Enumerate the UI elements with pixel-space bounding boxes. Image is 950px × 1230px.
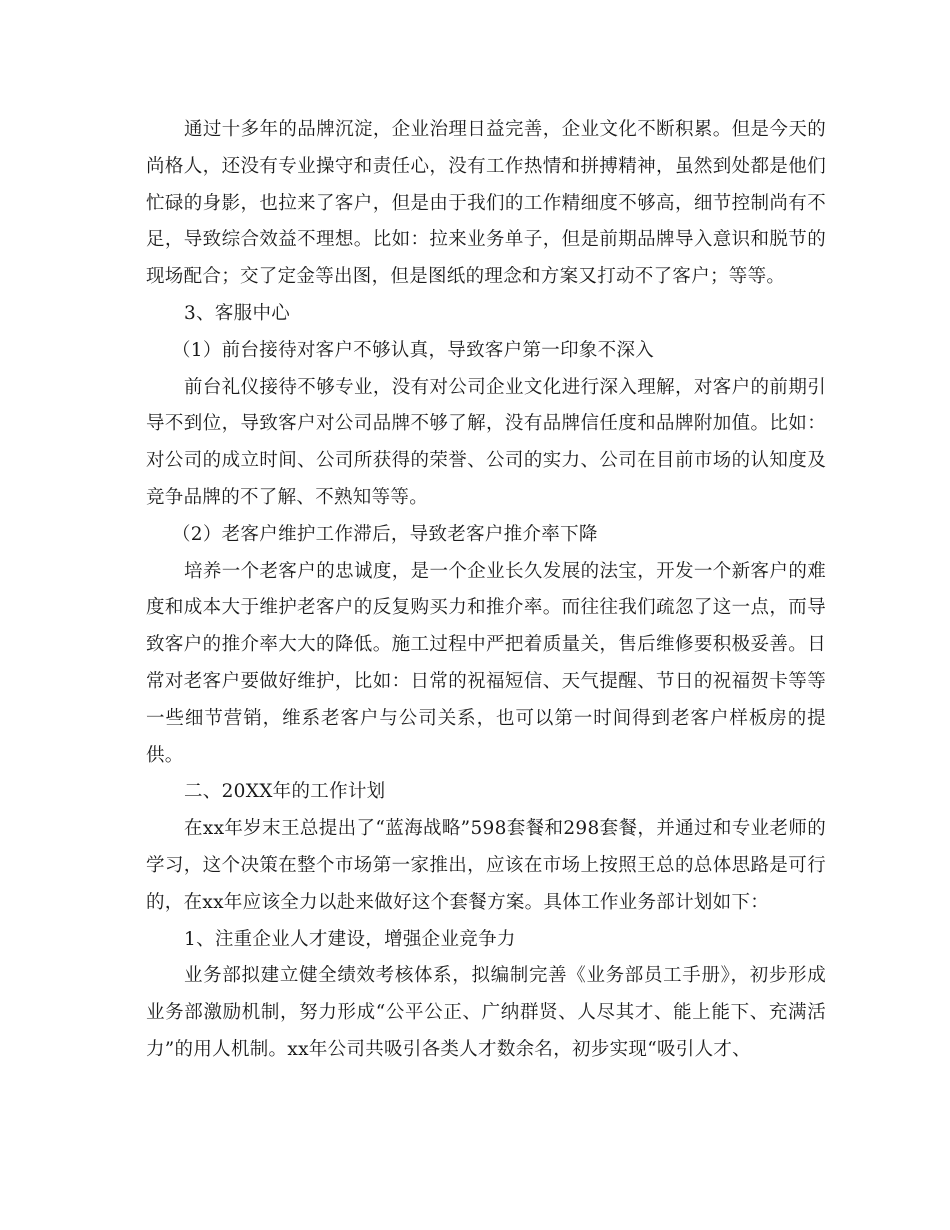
heading-talent-building: 1、注重企业人才建设，增强企业竞争力: [184, 928, 516, 950]
paragraph-front-desk: 前台礼仪接待不够专业，没有对公司企业文化进行深入理解，对客户的前期引导不到位，导致客户对公司品牌不够了解，没有品牌信任度和品牌附加值。比如：对公司的成立时间、公司所获得的荣誉、公司的实力、公司在目前市场的认知度及竞争品牌的不了解、不熟知等等。: [146, 376, 826, 508]
heading-work-plan: 二、20XX年的工作计划: [184, 781, 386, 803]
paragraph-blue-ocean: 在xx年岁末王总提出了“蓝海战略”598套餐和298套餐，并通过和专业老师的学习，这个决策在整个市场第一家推出，应该在市场上按照王总的总体思路是可行的，在xx年应该全力以赴来做好这个套餐方案。具体工作业务部计划如下：: [146, 818, 826, 913]
subheading-old-customer: （2）老客户维护工作滞后，导致老客户推介率下降: [172, 523, 598, 545]
document-body: [146, 112, 826, 1069]
paragraph-brand-summary: 通过十多年的品牌沉淀，企业治理日益完善，企业文化不断积累。但是今天的尚格人，还没有专业操守和责任心，没有工作热情和拼搏精神，虽然到处都是他们忙碌的身影，也拉来了客户，但是由于我们的工作精细度不够高，细节控制尚有不足，导致综合效益不理想。比如：拉来业务单子，但是前期品牌导入意识和脱节的现场配合；交了定金等出图，但是图纸的理念和方案又打动不了客户；等等。: [146, 119, 826, 288]
heading-customer-service-center: 3、客服中心: [184, 302, 291, 324]
paragraph-old-customer: 培养一个老客户的忠诚度，是一个企业长久发展的法宝，开发一个新客户的难度和成本大于维护老客户的反复购买力和推介率。而往往我们疏忽了这一点，而导致客户的推介率大大的降低。施工过程中严把着质量关，售后维修要积极妥善。日常对老客户要做好维护，比如：日常的祝福短信、天气提醒、节日的祝福贺卡等等一些细节营销，维系老客户与公司关系，也可以第一时间得到老客户样板房的提供。: [146, 560, 826, 766]
paragraph-talent-building: 业务部拟建立健全绩效考核体系，拟编制完善《业务部员工手册》，初步形成业务部激励机制，努力形成“公平公正、广纳群贤、人尽其才、能上能下、充满活力”的用人机制。xx年公司共吸引各类人才数余名，初步实现“吸引人才、: [146, 965, 826, 1060]
subheading-front-desk: （1）前台接待对客户不够认真，导致客户第一印象不深入: [172, 339, 655, 361]
